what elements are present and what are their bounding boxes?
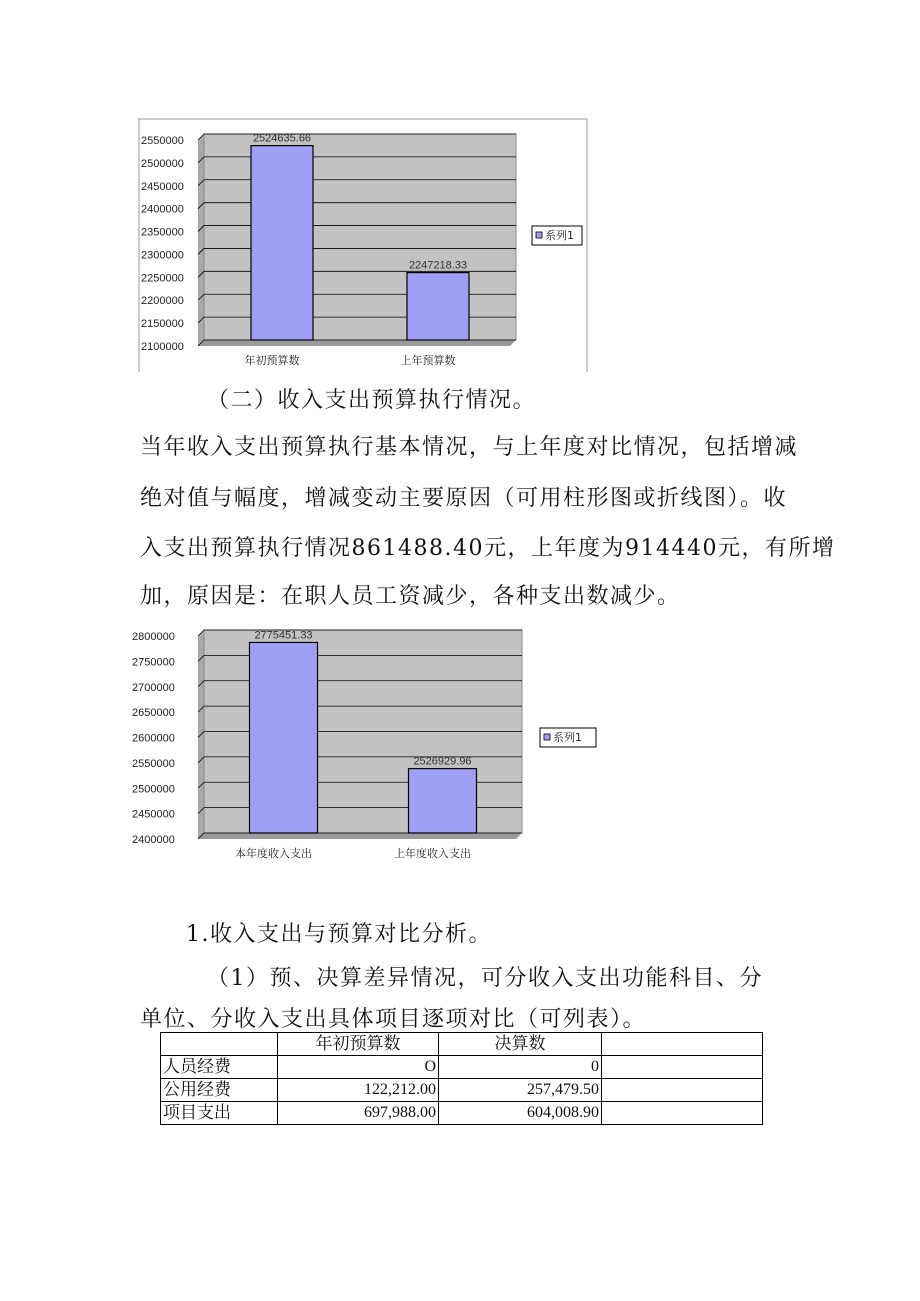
y-tick-label: 2150000 [141, 318, 184, 331]
table-cell: 604,008.90 [439, 1102, 602, 1125]
x-category-label: 本年度收入支出 [235, 847, 312, 860]
bar-data-label: 2526929.96 [413, 755, 472, 768]
y-tick-label: 2800000 [132, 631, 175, 643]
section3-sub-line-2: 单位、分收入支出具体项目逐项对比（可列表）。 [140, 1007, 647, 1032]
bar [251, 146, 313, 340]
chart-floor [198, 833, 522, 839]
y-tick-label: 2750000 [132, 656, 175, 669]
chart-floor [198, 340, 516, 346]
table-row [161, 1102, 763, 1125]
section2-line-3: 入支出预算执行情况861488.40元，上年度为914440元，有所增 [140, 536, 836, 561]
table-cell: 697,988.00 [278, 1102, 439, 1125]
y-tick-label: 2700000 [132, 681, 175, 694]
x-category-label: 上年预算数 [400, 354, 456, 367]
y-tick-label: 2500000 [132, 783, 175, 796]
table-cell: 公用经费 [161, 1079, 278, 1102]
bar [250, 642, 318, 833]
section3-heading: 1.收入支出与预算对比分析。 [186, 922, 492, 947]
y-tick-label: 2300000 [141, 249, 184, 262]
y-tick-label: 2600000 [132, 732, 175, 745]
income-expense-bar-chart [130, 626, 610, 874]
y-tick-label: 2550000 [141, 135, 184, 147]
section2-heading: （二）收入支出预算执行情况。 [207, 388, 537, 413]
y-tick-label: 2650000 [132, 707, 175, 720]
y-tick-label: 2550000 [132, 757, 175, 770]
x-category-label: 年初预算数 [244, 354, 300, 367]
y-tick-label: 2250000 [141, 272, 184, 285]
y-tick-label: 2450000 [141, 180, 184, 193]
bar-data-label: 2247218.33 [408, 259, 468, 272]
chart-side-wall [198, 134, 204, 346]
section2-line-1: 当年收入支出预算执行基本情况，与上年度对比情况，包括增减 [140, 435, 799, 460]
table-header-cell: 决算数 [439, 1033, 602, 1056]
legend-label: 系列1 [545, 229, 574, 242]
table-cell [602, 1079, 763, 1102]
bar [407, 273, 469, 340]
bar [409, 769, 477, 833]
table-cell: 项目支出 [161, 1102, 278, 1125]
x-category-label: 上年度收入支出 [394, 847, 471, 860]
table-cell: 122,212.00 [278, 1079, 439, 1102]
table-header-cell: 年初预算数 [278, 1033, 439, 1056]
table-cell: 0 [439, 1056, 602, 1079]
y-tick-label: 2200000 [141, 295, 184, 308]
section3-sub-line-1: （1）预、决算差异情况，可分收入支出功能科目、分 [207, 966, 763, 991]
bar-data-label: 2524635.66 [252, 132, 312, 145]
y-tick-label: 2400000 [141, 203, 184, 216]
table-header-cell [602, 1033, 763, 1056]
bar-data-label: 2775451.33 [254, 629, 313, 642]
y-tick-label: 2450000 [132, 808, 175, 821]
legend-swatch [536, 232, 542, 238]
table-row [161, 1056, 763, 1079]
section2-line-2: 绝对值与幅度，增减变动主要原因（可用柱形图或折线图）。收 [140, 486, 788, 511]
table-cell [602, 1056, 763, 1079]
legend-swatch [544, 734, 550, 740]
table-cell: 257,479.50 [439, 1079, 602, 1102]
table-row [161, 1079, 763, 1102]
table-header-cell [161, 1033, 278, 1056]
table-cell [602, 1102, 763, 1125]
table-cell: O [278, 1056, 439, 1079]
y-tick-label: 2500000 [141, 157, 184, 170]
table-cell: 人员经费 [161, 1056, 278, 1079]
y-tick-label: 2400000 [132, 834, 175, 846]
budget-bar-chart [138, 118, 588, 372]
budget-comparison-table [160, 1032, 763, 1125]
income-expense-bar-chart-svg [130, 626, 610, 874]
y-tick-label: 2350000 [141, 226, 184, 239]
section2-line-4: 加，原因是：在职人员工资减少，各种支出数减少。 [140, 584, 681, 609]
legend-label: 系列1 [553, 731, 582, 744]
budget-bar-chart-svg [138, 118, 588, 372]
y-tick-label: 2100000 [141, 341, 184, 353]
table-header-row [161, 1033, 763, 1056]
